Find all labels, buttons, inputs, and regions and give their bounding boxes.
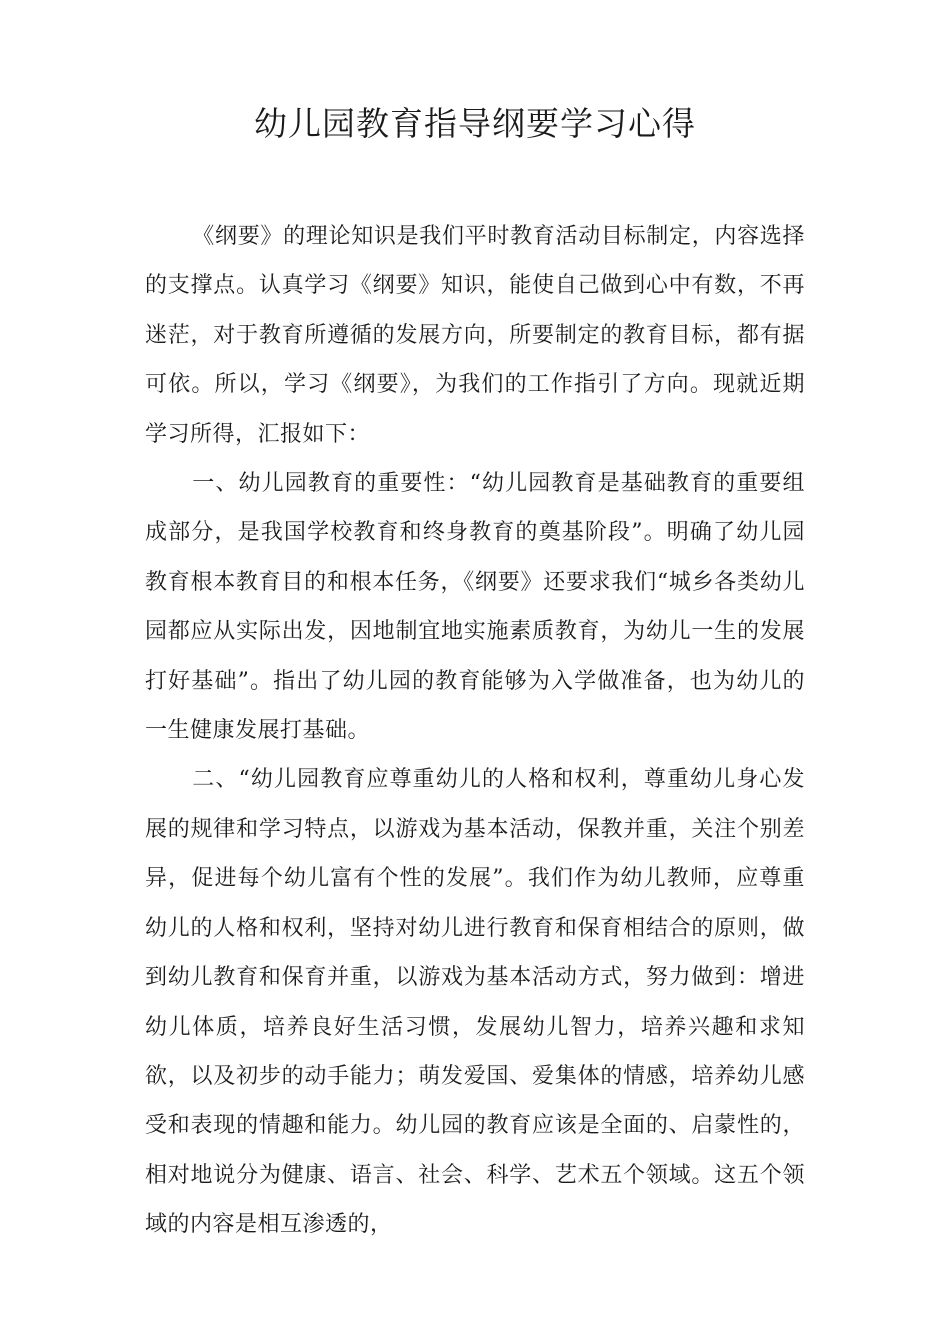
paragraph-section-one: 一、幼儿园教育的重要性：“幼儿园教育是基础教育的重要组成部分，是我国学校教育和终身教育的奠基阶段”。明确了幼儿园教育根本教育目的和根本任务，《纲要》还要求我们“城乡各类幼儿园都应从实际出发，因地制宜地实施素质教育，为幼儿一生的发展打好基础”。指出了幼儿园的教育能够为入学做准备，也为幼儿的一生健康发展打基础。 (145, 471, 805, 744)
document-body (145, 212, 805, 1250)
paragraph-intro: 《纲要》的理论知识是我们平时教育活动目标制定，内容选择的支撑点。认真学习《纲要》知识，能使自己做到心中有数，不再迷茫，对于教育所遵循的发展方向，所要制定的教育目标，都有据可依。所以，学习《纲要》，为我们的工作指引了方向。现就近期学习所得，汇报如下： (145, 224, 805, 447)
document-title: 幼儿园教育指导纲要学习心得 (254, 104, 696, 143)
paragraph-section-two: 二、“幼儿园教育应尊重幼儿的人格和权利，尊重幼儿身心发展的规律和学习特点，以游戏为基本活动，保教并重，关注个别差异，促进每个幼儿富有个性的发展”。我们作为幼儿教师，应尊重幼儿的人格和权利，坚持对幼儿进行教育和保育相结合的原则，做到幼儿教育和保育并重，以游戏为基本活动方式，努力做到：增进幼儿体质，培养良好生活习惯，发展幼儿智力，培养兴趣和求知欲，以及初步的动手能力；萌发爱国、爱集体的情感，培养幼儿感受和表现的情趣和能力。幼儿园的教育应该是全面的、启蒙性的，相对地说分为健康、语言、社会、科学、艺术五个领域。这五个领域的内容是相互渗透的， (145, 767, 805, 1238)
